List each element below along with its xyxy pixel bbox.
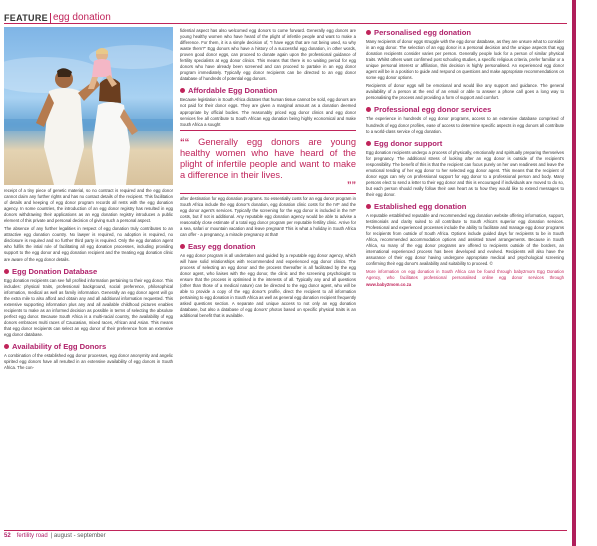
photo-illustration bbox=[4, 27, 173, 185]
col3-paragraph: Recipients of donor eggs will be emotional and would like any support and guidance. The general availability of a person at the end of an email or able to answer a phone call goes a long way to personalising the process and providing a form of support and comfort. bbox=[366, 83, 564, 101]
column-1 bbox=[4, 188, 173, 373]
col3-paragraph: The experience in hundreds of egg donor programs, access to an extensive database comprised of hundreds of egg donor profiles, ease of access to determine specific aspects in egg donors all contribute to a world-class service of egg donation. bbox=[366, 116, 564, 134]
quote-open-icon: ““ bbox=[180, 136, 190, 147]
bullet-dot-icon bbox=[4, 344, 9, 349]
heading-text: Affordable Egg Donation bbox=[188, 86, 278, 96]
heading-text: Egg donor support bbox=[374, 138, 443, 148]
page-edge-bar bbox=[572, 0, 576, 546]
bullet-dot-icon bbox=[180, 88, 185, 93]
col2-paragraph: fidential aspect has also welcomed egg donors to come forward. Generally egg donors are young healthy women who have heard of the plight of infertile people and want to make a difference. For them, it is a simple decision of, "I have eggs that are not being used, so why waste them?" Egg donors who have a history of a successful egg donation, in other words, proven good donor eggs, can proceed to donate again upon the professional guidance of fertility specialists at egg donor clinics. This means that there is no waiting period for egg donors who have already been screened and can proceed to partake in an egg donor program immediately. Typically egg donor recipients can be directed to an egg donor database of hundreds of potential egg donors. bbox=[180, 28, 356, 82]
bullet-dot-icon bbox=[366, 204, 371, 209]
column-3 bbox=[366, 28, 564, 290]
heading-easy-egg-donation bbox=[180, 242, 356, 251]
bullet-dot-icon bbox=[366, 30, 371, 35]
issue-date: | august - september bbox=[50, 533, 106, 539]
heading-text: Personalised egg donation bbox=[374, 28, 472, 37]
heading-text: Established egg donation bbox=[374, 201, 467, 211]
col3-paragraph: A reputable established reputable and recommended egg donation website offering information, support, testimonials and clarity suited to all contribute to South Africa's superior egg donation services. Professional and experienced processes include the ability to facilitate and manage egg donor programs for recipients from outside of South Africa. Options include guided days for recipients to be in South Africa, recommended accommodation options and assisted travel arrangements. Because in South Africa, so many of the egg donor programs are offered to recipients outside of the borders, an international experienced process has been developed and evolved. Recipients will also have the assurance of their egg donor having undergone appropriate medical and psychological screening confirming their egg donor's availability and suitability to proceed. © bbox=[366, 212, 564, 267]
heading-established bbox=[366, 202, 564, 211]
top-rule bbox=[4, 23, 567, 24]
promo-text: More information on egg donation in South Africa can be found through baby2mom Egg Donation Agency, who facilitates professional personalised online egg donor services through bbox=[366, 269, 564, 281]
pull-quote-rule bbox=[180, 130, 356, 131]
col1-paragraph: Egg donation recipients can see full profiled information pertaining to their egg donor. This includes: physical traits, professional background, social preference, philosophical information, medical as well as family information. Generally an egg donor agent will go the extra mile to also afford and obtain any and all additional information requested. This extensive supporting information plus any and all available childhood pictures enables recipients to make as an informed decision as possible in terms of selecting the absolute perfect egg donor. Because South Africa is a multi-racial country, the availability of egg donors embraces multi races of Caucasian, mixed races, African and Asian. This means that egg donor recipients can select an egg donor of their preference from an extensive egg donor database. bbox=[4, 277, 173, 337]
heading-personalised bbox=[366, 28, 564, 37]
bullet-dot-icon bbox=[180, 244, 185, 249]
col1-paragraph: A combination of the established egg donor processes, egg donor anonymity and angelic spirited egg donors have all resulted in an extensive availability of egg donors in South Africa. The con- bbox=[4, 353, 173, 371]
pull-quote-text: Generally egg donors are young healthy women who have heard of the plight of infertile people and want to make a difference in their lives. bbox=[180, 136, 356, 180]
header-divider bbox=[50, 13, 51, 23]
col2-paragraph: Because legislation in South Africa dictates that human tissue cannot be sold, egg donors are not paid for their donor eggs. They are given a marginal amount as a donation deemed appropriate by official bodies. The reasonably priced egg donor clinics and egg donor services fee all contribute to South African egg donation being highly economical and make South Africa a sought bbox=[180, 97, 356, 127]
col1-paragraph: The absence of any further legalities in respect of egg donation truly contributes to an attractive egg donation country. No lawyer is required, no adoption is required, no disclosure is required and no further third party is required. Only the egg donation agent who fulfils the intial role of facilitating all egg donation processes, including providing support to the egg donor and egg donation recipient and the treating egg donation clinic are aware of the egg donor details. bbox=[4, 226, 173, 262]
section-header bbox=[4, 10, 111, 23]
heading-text: Easy egg donation bbox=[188, 241, 256, 251]
pull-quote bbox=[180, 137, 356, 189]
bullet-dot-icon bbox=[366, 107, 371, 112]
heading-professional-services bbox=[366, 105, 564, 114]
promo-paragraph bbox=[366, 269, 564, 287]
bullet-dot-icon bbox=[4, 269, 9, 274]
heading-egg-donation-database bbox=[4, 267, 173, 276]
heading-affordable bbox=[180, 86, 356, 95]
website-link[interactable]: www.baby2mom.co.za bbox=[366, 281, 412, 287]
heading-text: Egg Donation Database bbox=[12, 266, 98, 276]
col3-paragraph: Egg donation recipients undergo a process of physically, emotionally and spiritually preparing themselves for pregnancy. The additional stress of looking after an egg donor is outside of the recipient's responsibility. The benefit of this is that the recipient can focus purely on her own readiness and leave the emotional tending of her egg donor to her selected egg donor agent. This means that the recipient of donor eggs can rely on professional support for egg donor to a professional person and body. Many persons elect to send a letter to their egg donor and this is encouraged if individuals are moved to do so, but each person should really follow their own heart as to how they would like to extend messages to their egg donor. bbox=[366, 149, 564, 197]
page-number: 52 bbox=[4, 533, 11, 539]
beach-family-photo bbox=[4, 27, 173, 185]
heading-text: Availability of Egg Donors bbox=[12, 342, 107, 352]
heading-donor-support bbox=[366, 139, 564, 148]
pull-quote-rule bbox=[180, 193, 356, 194]
bullet-dot-icon bbox=[366, 141, 371, 146]
col2-paragraph: An egg donor program is all undertaken and guided by a reputable egg donor agency, which will have solid relationships with recommended and experienced egg donor clinics. The process of selecting an egg donor and the process thereafter is all facilitated by the egg donor agent, who liaises with the egg donor, the clinic and the screening psychologist to ensure that the process is optimised in the interests of all. Typically any and all questions (other than those of a medical nature) can be directed to the egg donor agent, who will be able to provide a copy of the egg donor's profile, direct the recipient to all information pertaining to egg donation in South Africa as well as general egg donation recipient frequently asked questions section. A separate and unique access to not only an egg donation database, but also a database of egg donors' photos based on specific physical traits is an additional benefit that is available. bbox=[180, 252, 356, 319]
heading-availability bbox=[4, 342, 173, 351]
col2-paragraph: after destination for egg donation programs. So essentially costs for an egg donor program in South Africa include the egg donor's donation, egg donation clinic costs for the IVF and the egg donor agent's services. Typically the screening for the egg donor is included in the IVF costs, but if not is additional. Any reputable egg donation agency would be able to advise a reasonably close estimate of a total egg donor program per reputable fertility clinic. Arrive for a sea, safari or mountain vacation and leave pregnant! This is what a holiday in South Africa can offer - a pregnancy, a miracle pregnancy at that! bbox=[180, 195, 356, 237]
col1-paragraph: receipt of a tiny piece of genetic material, so no contract is required and the egg donor cannot claim any further rights and has no contact details of the recipient. This facilitation of details and keeping of egg donor program records all rests with the egg donation agency. In some countries, the introduction of an egg donor registry has resulted in egg donors withdrawing their applications as an egg donation registry introduces a public element of this private and personal decision of giving such a personal aspect. bbox=[4, 188, 173, 224]
heading-text: Professional egg donor services bbox=[374, 105, 492, 115]
feature-label: FEATURE bbox=[4, 13, 48, 23]
topic-label: egg donation bbox=[52, 12, 111, 23]
column-2 bbox=[180, 28, 356, 322]
bottom-rule bbox=[4, 530, 567, 531]
publication-name: fertility road bbox=[16, 533, 48, 539]
col3-paragraph: Many recipients of donor eggs struggle with the egg donor database, as they are unsure what to consider in an egg donor. The selection of an egg donor is a personal decision and the unique aspects that egg donation recipients consider varies per person. Generally people look for a person of similar physical traits. Whilst others want confirmed post schooling studies, a specific religious criteria, prefer familiar or a unique personal interest or affiliation, this decision is highly personalised. An experienced egg donor agent will be in a position to guide and respond on questions and make appropriate recommendations on some egg donor options. bbox=[366, 39, 564, 81]
quote-close-icon: ”” bbox=[347, 179, 356, 190]
page-footer bbox=[4, 533, 106, 539]
